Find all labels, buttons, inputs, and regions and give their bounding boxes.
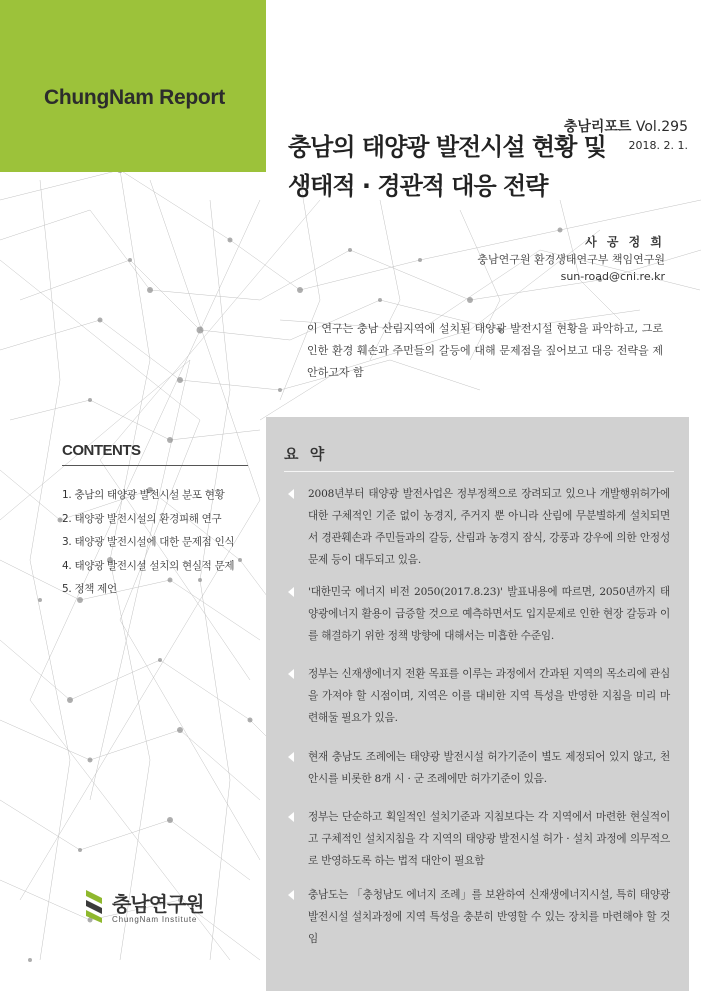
author-affiliation: 충남연구원 환경생태연구부 책임연구원: [477, 253, 665, 266]
contents-heading: CONTENTS: [62, 442, 141, 459]
summary-divider: [284, 471, 674, 472]
publication-date: 2018. 2. 1.: [628, 139, 688, 152]
volume-number: Vol.295: [635, 119, 688, 135]
report-title: [288, 128, 688, 206]
summary-item: 정부는 신재생에너지 전환 목표를 이루는 과정에서 간과된 지역의 목소리에 관심을 가져야 할 시점이며, 지역은 이를 대비한 지역 특성을 반영한 지침을 미리 마련해둘 필요가 있음.: [308, 668, 670, 724]
toc-item: 2. 태양광 발전시설의 환경피해 연구: [62, 512, 222, 525]
institute-logo-mark-icon: [84, 888, 106, 924]
report-series-korean: 충남리포트: [563, 119, 632, 135]
summary-bullet-icon: [288, 752, 294, 762]
summary-item: 2008년부터 태양광 발전사업은 정부정책으로 장려되고 있으나 개발행위허가에 대한 구체적인 기준 없이 농경지, 주거지 뿐 아니라 산림에 무분별하게 설치되면서 경관훼손과 주민들과의 갈등, 산림과 농경지 잠식, 강풍과 강우에 의한 안정성 문제 등이 대두되고 있음.: [308, 488, 670, 566]
summary-bullet-icon: [288, 890, 294, 900]
institute-name-english: ChungNam Institute: [112, 915, 198, 924]
report-series-name: ChungNam Report: [44, 86, 225, 109]
toc-item: 5. 정책 제언: [62, 583, 117, 596]
toc-item: 4. 태양광 발전시설 설치의 현실적 문제: [62, 559, 235, 572]
title-line-1: 충남의 태양광 발전시설 현황 및: [288, 133, 606, 161]
toc-item: 3. 태양광 발전시설에 대한 문제점 인식: [62, 536, 235, 549]
summary-bullet-icon: [288, 489, 294, 499]
intro-paragraph: 이 연구는 충남 산림지역에 설치된 태양광 발전시설 현황을 파악하고, 그로 인한 환경 훼손과 주민들의 갈등에 대해 문제점을 짚어보고 대응 전략을 제안하고자 함: [307, 322, 663, 379]
title-line-2: 생태적 · 경관적 대응 전략: [288, 172, 548, 200]
summary-item: 현재 충남도 조례에는 태양광 발전시설 허가기준이 별도 제정되어 있지 않고, 천안시를 비롯한 8개 시 · 군 조례에만 허가기준이 있음.: [308, 751, 670, 785]
summary-bullet-icon: [288, 669, 294, 679]
summary-bullet-icon: [288, 812, 294, 822]
summary-item: 충남도는 「충청남도 에너지 조례」를 보완하여 신재생에너지시설, 특히 태양광 발전시설 설치과정에 지역 특성을 충분히 반영할 수 있는 장치를 마련해야 할 것임: [308, 889, 670, 945]
author-email: sun-road@cni.re.kr: [560, 270, 665, 283]
author-name: 사 공 정 희: [585, 235, 665, 249]
summary-heading: 요 약: [284, 445, 328, 463]
institute-name-korean: 충남연구원: [112, 892, 204, 916]
table-of-contents: [62, 484, 234, 602]
toc-item: 1. 충남의 태양광 발전시설 분포 현황: [62, 489, 225, 501]
author-block: [477, 234, 665, 285]
summary-bullet-icon: [288, 587, 294, 597]
summary-item: 정부는 단순하고 획일적인 설치기준과 지침보다는 각 지역에서 마련한 현실적이고 구체적인 설치지침을 각 지역의 태양광 발전시설 허가 · 설치 과정에 의무적으로 반영하도록 하는 법적 대안이 필요함: [308, 811, 670, 867]
contents-divider: [62, 465, 248, 466]
summary-item: '대한민국 에너지 비전 2050(2017.8.23)' 발표내용에 따르면, 2050년까지 태양광에너지 활용이 급증할 것으로 예측하면서도 입지문제로 인한 현장 갈등과 이를 해결하기 위한 정책 방향에 대해서는 미흡한 수준임.: [308, 586, 670, 642]
